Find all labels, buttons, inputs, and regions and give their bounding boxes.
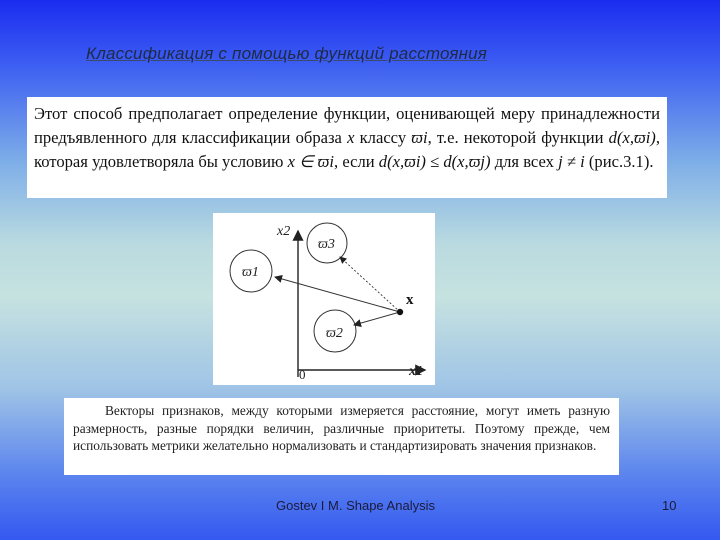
class-label-1: ϖ1: [242, 265, 259, 280]
class-label-2: ϖ2: [326, 326, 343, 341]
x-axis-label: x1: [409, 364, 423, 379]
y-axis-label: x2: [277, 224, 291, 239]
sample-point: [397, 309, 403, 315]
paragraph-part-6: для всех: [490, 152, 559, 171]
definition-text-box: [27, 97, 667, 198]
math-distance-inequality: d(x,ϖi) ≤ d(x,ϖj): [378, 152, 491, 171]
math-omega-i: ϖi: [411, 128, 428, 147]
paragraph-part-4: , которая удовлетворяла бы условию: [34, 128, 660, 171]
point-label: x: [406, 292, 414, 308]
paragraph-part-5: , если: [334, 152, 379, 171]
slide-title: Классификация с помощью функций расстояния: [86, 44, 488, 63]
definition-paragraph: [34, 102, 660, 174]
slide-number: 10: [662, 498, 677, 513]
paragraph-part-7: (рис.3.1).: [584, 152, 654, 171]
note-text-box: [64, 398, 619, 475]
math-index-condition: j ≠ i: [558, 152, 585, 171]
figure-svg: [213, 213, 435, 385]
distance-classification-figure: [213, 213, 435, 385]
origin-label: 0: [299, 367, 306, 382]
paragraph-part-1: Этот способ предполагает определение функции, оценивающей меру принадлежности предъявленного для классификации образа: [34, 104, 660, 147]
math-x: x: [347, 128, 355, 147]
math-membership-condition: x ∈ ϖi: [287, 152, 335, 171]
paragraph-part-3: , т.е. некоторой функции: [427, 128, 609, 147]
math-distance-function: d(x,ϖi): [608, 128, 656, 147]
class-label-3: ϖ3: [318, 237, 335, 252]
note-paragraph: Векторы признаков, между которыми измеряется расстояние, могут иметь разную размерность, разные порядки величин, различные приоритеты. Поэтому прежде, чем использовать метрики желательно нормализовать и стандартизировать значения признаков.: [73, 403, 610, 453]
paragraph-part-2: классу: [354, 128, 412, 147]
distance-arrow-2: [354, 312, 400, 325]
footer-author: Gostev I M. Shape Analysis: [276, 498, 435, 513]
